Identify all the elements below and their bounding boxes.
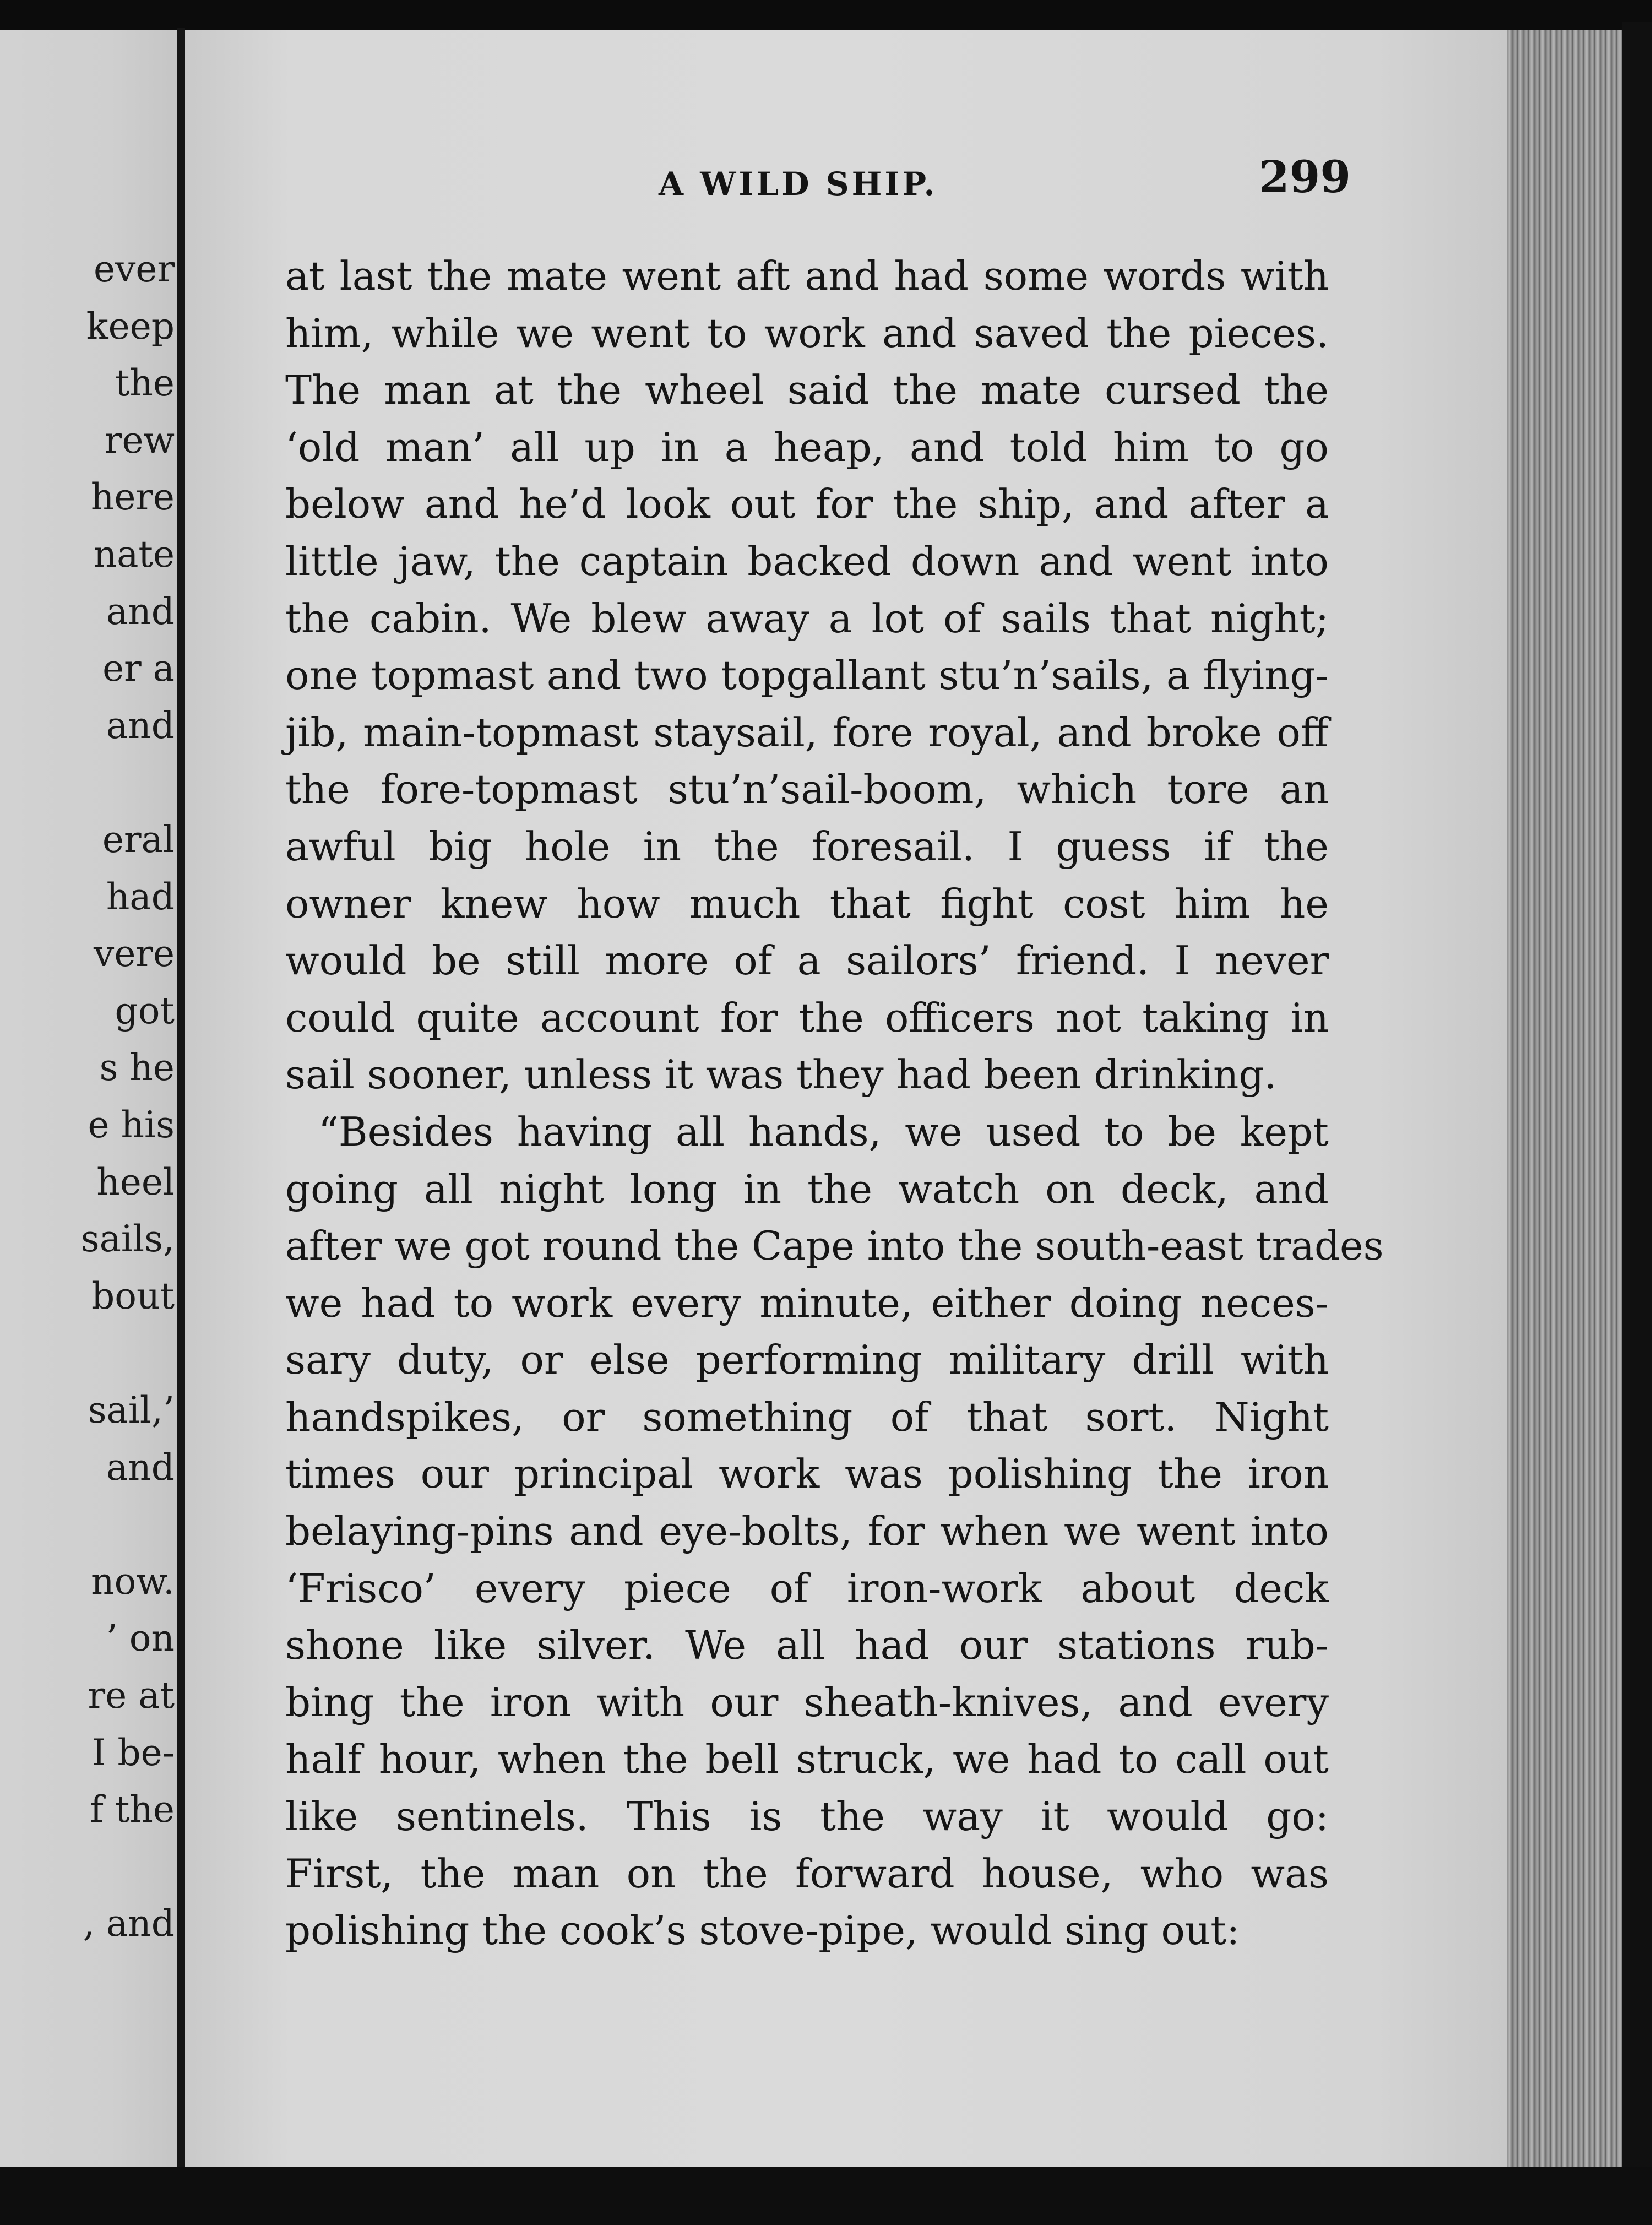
text-line: owner knew how much that fight cost him he — [285, 880, 1329, 927]
text-line: the fore-topmast stu’n’sail-boom, which tore an — [285, 766, 1329, 813]
text-line: one topmast and two topgallant stu’n’sails, a flying- — [285, 652, 1329, 699]
left-page-fragment: had — [106, 875, 175, 918]
left-page-fragment: bout — [91, 1274, 175, 1317]
text-line: “Besides having all hands, we used to be kept — [318, 1108, 1329, 1155]
left-page-fragment: and — [106, 704, 175, 747]
page-edges — [1507, 30, 1622, 2167]
text-line: would be still more of a sailors’ friend. I never — [285, 937, 1329, 984]
left-page-fragment: er a — [102, 647, 175, 690]
left-page-fragment: vere — [94, 932, 175, 975]
book-page — [185, 30, 1507, 2167]
text-line: handspikes, or something of that sort. Night — [285, 1393, 1329, 1440]
text-line: First, the man on the forward house, who was — [285, 1850, 1329, 1897]
left-page-fragment: I be- — [91, 1731, 175, 1774]
text-line: ‘old man’ all up in a heap, and told him to go — [285, 424, 1329, 470]
left-page-fragment: heel — [96, 1160, 175, 1203]
text-line: at last the mate went aft and had some words with — [285, 253, 1329, 299]
running-head — [185, 149, 1512, 215]
left-page-fragment: ’ on — [106, 1617, 175, 1660]
text-line: shone like silver. We all had our stations rub- — [285, 1622, 1329, 1669]
scan-bottom-border — [0, 2167, 1652, 2225]
left-page-fragment: f the — [90, 1788, 175, 1831]
left-page-fragment: and — [106, 1446, 175, 1489]
left-page-fragment: ever — [94, 248, 175, 290]
left-page-fragment: keep — [86, 305, 175, 348]
book-gutter — [177, 28, 185, 2192]
edge-shadow — [1622, 22, 1652, 2181]
left-page-fragment: rew — [104, 419, 175, 462]
left-page-fragment: sails, — [80, 1218, 175, 1261]
left-page-fragment: sail,’ — [88, 1389, 175, 1431]
text-line: belaying-pins and eye-bolts, for when we went into — [285, 1508, 1329, 1555]
page-number: 299 — [1259, 151, 1351, 203]
text-line: jib, main-topmast staysail, fore royal, and broke off — [285, 709, 1329, 756]
left-page-fragment: nate — [93, 533, 175, 576]
left-page-fragment: now. — [91, 1560, 175, 1603]
text-line: below and he’d look out for the ship, and after a — [285, 481, 1329, 528]
body-text — [285, 248, 1384, 1960]
text-line: little jaw, the captain backed down and went into — [285, 538, 1329, 584]
text-line: him, while we went to work and saved the pieces. — [285, 310, 1329, 356]
text-line: half hour, when the bell struck, we had to call out — [285, 1736, 1329, 1783]
left-page-fragment: e his — [88, 1104, 175, 1146]
left-page-fragment: , and — [83, 1902, 175, 1945]
text-line: ‘Frisco’ every piece of iron-work about deck — [285, 1565, 1329, 1611]
running-head-title: A WILD SHIP. — [659, 165, 938, 203]
text-line: after we got round the Cape into the south-east trades — [285, 1223, 1384, 1269]
text-line: polishing the cook’s stove-pipe, would sing out: — [285, 1907, 1240, 1954]
left-page-fragment: s he — [99, 1046, 175, 1089]
text-line: times our principal work was polishing the iron — [285, 1451, 1329, 1497]
text-line: awful big hole in the foresail. I guess if the — [285, 823, 1329, 870]
text-line: the cabin. We blew away a lot of sails that night; — [285, 595, 1329, 642]
text-line: could quite account for the officers not taking in — [285, 994, 1329, 1041]
left-page-fragment: and — [106, 590, 175, 633]
text-line: we had to work every minute, either doing neces- — [285, 1279, 1329, 1326]
left-page-fragment: here — [90, 476, 175, 519]
left-facing-page — [0, 30, 184, 2170]
left-page-fragment: eral — [102, 818, 175, 861]
text-line: like sentinels. This is the way it would go: — [285, 1793, 1329, 1840]
left-page-fragment: re at — [88, 1674, 175, 1717]
text-line: sary duty, or else performing military drill with — [285, 1337, 1329, 1383]
left-page-fragment: got — [115, 989, 175, 1032]
text-line: going all night long in the watch on deck, and — [285, 1165, 1329, 1212]
text-line: sail sooner, unless it was they had been drinking. — [285, 1051, 1277, 1098]
text-line: The man at the wheel said the mate cursed the — [285, 367, 1329, 414]
left-page-fragment: the — [115, 362, 175, 405]
text-line: bing the iron with our sheath-knives, and every — [285, 1679, 1329, 1725]
